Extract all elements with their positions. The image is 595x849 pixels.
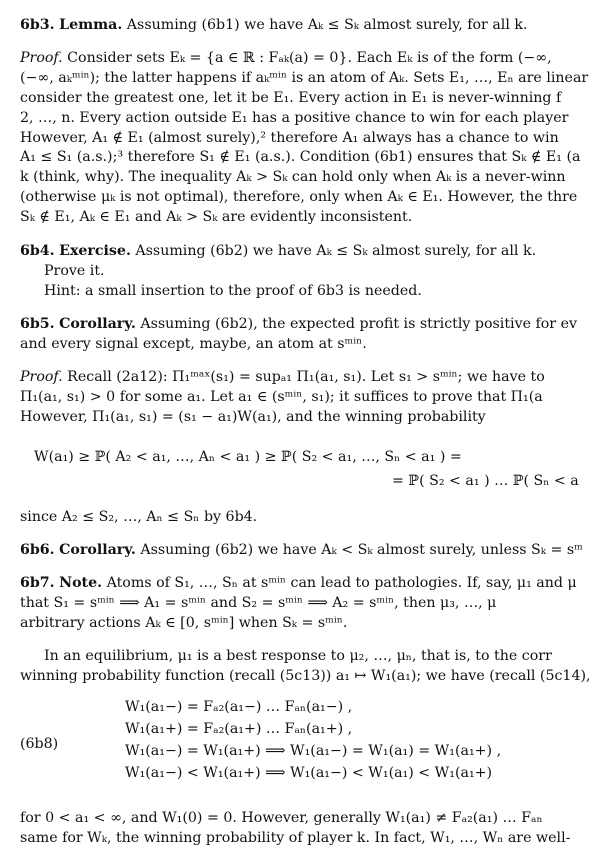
paragraph-line: In an equilibrium, μ₁ is a best response to μ₂, …, μₙ, that is, to the corr <box>44 648 552 664</box>
corollary-6b6 <box>20 541 583 561</box>
equation-row: W₁(a₁−) = Fₐ₂(a₁−) … Fₐₙ(a₁−) , <box>125 699 353 715</box>
note-line: that S₁ = sᵐⁱⁿ ⟹ A₁ = sᵐⁱⁿ and S₂ = sᵐⁱⁿ ⟹ A₂ = sᵐⁱⁿ, then μ₃, …, μ <box>20 594 497 611</box>
lemma-proof <box>20 49 588 228</box>
paragraph-line: same for Wₖ, the winning probability of player k. In fact, W₁, …, Wₙ are well- <box>20 829 571 846</box>
proof-label: Proof. <box>20 50 63 66</box>
proof-line: (−∞, aₖᵐⁱⁿ); the latter happens if aₖᵐⁱⁿ is an atom of Aₖ. Sets E₁, …, Eₙ are linear <box>20 69 589 86</box>
corollary-title: Corollary. <box>59 542 136 558</box>
corollary-after-text <box>20 508 257 528</box>
proof-line: 2, …, n. Every action outside E₁ has a positive chance to win for each player <box>20 109 569 126</box>
proof-line: (otherwise μₖ is not optimal), therefore, only when Aₖ ∈ E₁. However, the thre <box>20 189 578 206</box>
exercise-number: 6b4. <box>20 243 55 259</box>
equation-6b8 <box>20 698 595 794</box>
corollary-statement: Assuming (6b2) we have Aₖ < Sₖ almost surely, unless Sₖ = sᵐ <box>135 542 583 558</box>
corollary-6b5 <box>20 315 577 355</box>
exercise-hint: Hint: a small insertion to the proof of 6b3 is needed. <box>44 282 422 299</box>
lemma-statement: Assuming (6b1) we have Aₖ ≤ Sₖ almost surely, for all k. <box>122 17 528 33</box>
lemma-number: 6b3. <box>20 17 55 33</box>
lemma-6b3 <box>20 16 527 36</box>
exercise-title: Exercise. <box>59 243 131 259</box>
proof-line: However, Π₁(a₁, s₁) = (s₁ − a₁)W(a₁), and the winning probability <box>20 408 486 425</box>
proof-line: k (think, why). The inequality Aₖ > Sₖ can hold only when Aₖ is a never-winn <box>20 169 566 186</box>
closing-paragraph <box>20 809 570 849</box>
proof-line: A₁ ≤ S₁ (a.s.);³ therefore S₁ ∉ E₁ (a.s.). Condition (6b1) ensures that Sₖ ∉ E₁ (a <box>20 149 581 166</box>
note-6b7 <box>20 574 577 634</box>
display-equation-line-2: = ℙ( S₂ < a₁ ) … ℙ( Sₙ < a <box>392 473 579 489</box>
corollary-statement-cont: and every signal except, maybe, an atom at sᵐⁱⁿ. <box>20 335 367 352</box>
corollary-proof <box>20 368 545 428</box>
corollary-statement: Assuming (6b2), the expected profit is strictly positive for ev <box>135 316 577 332</box>
note-line: Atoms of S₁, …, Sₙ at sᵐⁱⁿ can lead to pathologies. If, say, μ₁ and μ <box>102 575 577 591</box>
display-equation-line-1: W(a₁) ≥ ℙ( A₂ < a₁, …, Aₙ < a₁ ) ≥ ℙ( S₂ < a₁, …, Sₙ < a₁ ) = <box>34 449 462 465</box>
proof-line: Consider sets Eₖ = {a ∈ ℝ : Fₐₖ(a) = 0}. Each Eₖ is of the form (−∞, <box>62 50 552 66</box>
exercise-statement: Assuming (6b2) we have Aₖ ≤ Sₖ almost surely, for all k. <box>130 243 537 259</box>
exercise-6b4 <box>20 242 536 302</box>
equation-row: W₁(a₁−) < W₁(a₁+) ⟹ W₁(a₁−) < W₁(a₁) < W₁(a₁+) <box>125 765 493 781</box>
paragraph-line: for 0 < a₁ < ∞, and W₁(0) = 0. However, generally W₁(a₁) ≠ Fₐ₂(a₁) … Fₐₙ <box>20 810 543 826</box>
note-line: arbitrary actions Aₖ ∈ [0, sᵐⁱⁿ] when Sₖ = sᵐⁱⁿ. <box>20 614 348 631</box>
equation-row: W₁(a₁+) = Fₐ₂(a₁+) … Fₐₙ(a₁+) , <box>125 721 353 737</box>
proof-line: Sₖ ∉ E₁, Aₖ ∈ E₁ and Aₖ > Sₖ are evidently inconsistent. <box>20 209 413 226</box>
equation-row: W₁(a₁−) = W₁(a₁+) ⟹ W₁(a₁−) = W₁(a₁) = W₁(a₁+) , <box>125 743 502 759</box>
proof-label: Proof. <box>20 369 63 385</box>
proof-line: However, A₁ ∉ E₁ (almost surely),² therefore A₁ always has a chance to win <box>20 129 559 146</box>
after-equation-text: since A₂ ≤ S₂, …, Aₙ ≤ Sₙ by 6b4. <box>20 509 258 525</box>
equation-label: (6b8) <box>20 736 59 752</box>
proof-line: Recall (2a12): Π₁ᵐᵃˣ(s₁) = supₐ₁ Π₁(a₁, s₁). Let s₁ > sᵐⁱⁿ; we have to <box>62 369 545 385</box>
corollary-title: Corollary. <box>59 316 136 332</box>
corollary-number: 6b6. <box>20 542 55 558</box>
lemma-title: Lemma. <box>59 17 123 33</box>
equilibrium-paragraph <box>20 647 591 687</box>
proof-line: Π₁(a₁, s₁) > 0 for some a₁. Let a₁ ∈ (sᵐⁱⁿ, s₁); it suffices to prove that Π₁(a <box>20 388 543 405</box>
exercise-task: Prove it. <box>44 262 105 279</box>
proof-line: consider the greatest one, let it be E₁. Every action in E₁ is never-winning f <box>20 89 562 106</box>
note-title: Note. <box>59 575 103 591</box>
paragraph-line: winning probability function (recall (5c13)) a₁ ↦ W₁(a₁); we have (recall (5c14), <box>20 667 591 684</box>
note-number: 6b7. <box>20 575 55 591</box>
equation-rows <box>125 698 501 786</box>
corollary-number: 6b5. <box>20 316 55 332</box>
